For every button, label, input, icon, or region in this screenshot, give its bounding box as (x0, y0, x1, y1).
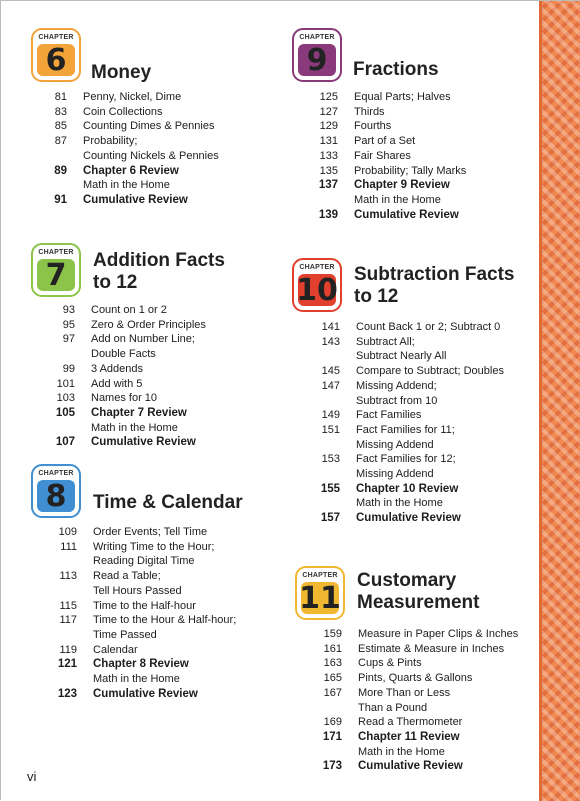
toc-entry-text: Pints, Quarts & Gallons (358, 672, 473, 685)
toc-entry (29, 525, 236, 540)
toc-entry-text: Estimate & Measure in Inches (358, 642, 505, 655)
decorative-checker-stripe (542, 1, 580, 801)
toc-page-number: 123 (57, 687, 77, 700)
toc-page-number: 135 (319, 164, 338, 177)
toc-entry-text: Time to the Hour & Half-hour; (93, 614, 237, 627)
toc-entry (19, 149, 219, 164)
toc-page-number: 89 (54, 164, 67, 177)
toc-entry-text: Chapter 10 Review (356, 482, 459, 495)
toc-entry (294, 745, 518, 760)
toc-entry (290, 208, 466, 223)
toc-entry-text: Compare to Subtract; Doubles (356, 365, 504, 378)
toc-entry (29, 643, 236, 658)
toc-entry (292, 438, 504, 453)
toc-entry (294, 671, 518, 686)
toc-entry (294, 730, 518, 745)
chapter-number: 9 (298, 44, 336, 76)
toc-page-number: 91 (54, 193, 67, 206)
toc-page-number: 101 (56, 377, 75, 390)
toc-entry-text: Subtract Nearly All (356, 350, 447, 363)
chapter-8-badge (31, 464, 81, 518)
toc-entry (290, 164, 466, 179)
toc-entry (19, 164, 219, 179)
toc-entry (29, 657, 236, 672)
toc-entry (294, 656, 518, 671)
toc-page-number: 93 (62, 304, 75, 316)
toc-entry (29, 584, 236, 599)
toc-entry (292, 408, 504, 423)
toc-page-number: 127 (319, 105, 338, 118)
chapter-number: 7 (37, 259, 75, 291)
toc-entry (290, 119, 466, 134)
toc-page-number (27, 347, 75, 362)
chapter-number: 10 (296, 272, 338, 308)
toc-page-number (29, 584, 77, 599)
toc-entry (27, 377, 206, 392)
chapter-entries (29, 525, 236, 701)
toc-entry (29, 628, 236, 643)
toc-entry (19, 178, 219, 193)
toc-entry-text: Calendar (93, 643, 138, 656)
toc-entry-text: Add on Number Line; (91, 333, 195, 346)
toc-page-number (294, 701, 342, 716)
toc-page-number: 113 (59, 570, 77, 583)
toc-entry-text: Part of a Set (354, 135, 416, 148)
toc-entry (292, 364, 504, 379)
toc-entry-text: Probability; (83, 135, 138, 148)
toc-page-number: 119 (59, 643, 77, 656)
toc-entry (294, 759, 518, 774)
toc-entry-text: Thirds (354, 105, 385, 118)
toc-page-number (29, 554, 77, 569)
toc-entry-text: Missing Addend (356, 438, 434, 451)
chapter-title: Subtraction Facts to 12 (354, 264, 515, 307)
toc-entry (19, 105, 219, 120)
chapter-number: 6 (37, 44, 75, 76)
toc-page-number: 87 (54, 135, 67, 148)
toc-entry (294, 627, 518, 642)
toc-entry-text: Measure in Paper Clips & Inches (358, 628, 519, 640)
toc-entry (290, 178, 466, 193)
toc-entry (292, 452, 504, 467)
toc-entry-text: Cumulative Review (83, 193, 188, 206)
toc-page-number: 147 (321, 379, 340, 392)
toc-entry (19, 119, 219, 134)
chapter-entries (292, 320, 504, 526)
toc-page-number (29, 628, 77, 643)
toc-entry (27, 318, 206, 333)
toc-page-number (294, 745, 342, 760)
toc-page-number: 155 (320, 482, 340, 495)
toc-page-number (19, 149, 67, 164)
toc-page-number: 173 (322, 760, 342, 773)
toc-entry-text: Fact Families for 12; (356, 453, 456, 466)
toc-page-number: 121 (57, 658, 77, 671)
toc-entry-text: Coin Collections (83, 105, 163, 118)
toc-page-number (292, 349, 340, 364)
toc-page-number: 159 (323, 628, 342, 640)
toc-entry (27, 332, 206, 347)
toc-entry (27, 406, 206, 421)
toc-entry (294, 686, 518, 701)
toc-entry-text: Math in the Home (83, 179, 170, 192)
toc-page-number: 125 (319, 91, 338, 103)
toc-page-number: 165 (323, 672, 342, 685)
toc-page-number: 115 (59, 599, 77, 612)
toc-entry-text: Cumulative Review (93, 687, 198, 700)
toc-page-number: 153 (321, 453, 340, 466)
chapter-title: Fractions (353, 59, 439, 80)
chapter-label: CHAPTER (299, 34, 335, 41)
toc-entry (19, 193, 219, 208)
chapter-title: Addition Facts to 12 (93, 250, 225, 293)
chapter-title: Customary Measurement (357, 570, 480, 613)
chapter-label: CHAPTER (38, 470, 74, 477)
toc-entry (292, 320, 504, 335)
toc-entry (27, 362, 206, 377)
toc-page-number: 163 (323, 657, 342, 670)
toc-page-number (292, 467, 340, 482)
toc-entry-text: Chapter 7 Review (91, 406, 187, 419)
chapter-label: CHAPTER (38, 34, 74, 41)
toc-entry-text: Add with 5 (91, 377, 143, 390)
toc-entry-text: 3 Addends (91, 362, 143, 375)
chapter-label: CHAPTER (302, 572, 338, 579)
toc-entry (29, 540, 236, 555)
toc-entry-text: Math in the Home (93, 673, 180, 686)
toc-entry (19, 90, 219, 105)
toc-entry-text: Writing Time to the Hour; (93, 540, 215, 553)
toc-page-number: 117 (59, 614, 77, 627)
toc-entry-text: Names for 10 (91, 392, 158, 405)
toc-entry-text: Tell Hours Passed (93, 584, 182, 597)
toc-entry-text: Read a Thermometer (358, 716, 463, 729)
toc-page-number: 143 (321, 335, 340, 348)
chapter-number: 8 (37, 480, 75, 512)
toc-page-number (27, 421, 75, 436)
toc-entry (292, 394, 504, 409)
toc-page-number (292, 394, 340, 409)
chapter-label: CHAPTER (299, 264, 335, 271)
toc-entry (27, 303, 206, 318)
chapter-entries (294, 627, 518, 774)
toc-page-number (29, 672, 77, 687)
toc-entry (29, 554, 236, 569)
chapter-label: CHAPTER (38, 249, 74, 256)
toc-page-number: 139 (318, 208, 338, 221)
toc-entry (29, 599, 236, 614)
toc-page-number: 83 (54, 105, 67, 118)
toc-entry-text: Time Passed (93, 628, 157, 641)
toc-entry-text: Chapter 9 Review (354, 179, 450, 192)
toc-page-number: 169 (323, 716, 342, 729)
toc-entry-text: Chapter 11 Review (358, 730, 460, 743)
toc-entry-text: Equal Parts; Halves (354, 91, 451, 103)
toc-entry (292, 496, 504, 511)
toc-entry-text: Double Facts (91, 348, 156, 361)
toc-entry (290, 90, 466, 105)
toc-entry-text: Cumulative Review (91, 436, 196, 449)
chapter-title: Money (91, 62, 152, 83)
toc-entry (292, 335, 504, 350)
toc-page-number: 151 (321, 423, 340, 436)
toc-entry-text: Chapter 6 Review (83, 164, 179, 177)
toc-entry-text: Count on 1 or 2 (91, 304, 167, 316)
toc-entry (292, 467, 504, 482)
toc-page-number: 141 (321, 321, 340, 333)
toc-entry (29, 687, 236, 702)
toc-entry (27, 421, 206, 436)
toc-entry-text: Read a Table; (93, 570, 161, 583)
toc-page-number: 171 (322, 730, 342, 743)
toc-entry-text: Cups & Pints (358, 657, 422, 670)
toc-page-number: 129 (319, 120, 338, 133)
toc-entry (29, 613, 236, 628)
toc-entry (292, 349, 504, 364)
page-number: vi (27, 769, 37, 784)
toc-page-number: 97 (62, 333, 75, 346)
toc-entry-text: Cumulative Review (354, 208, 459, 221)
chapter-title: Time & Calendar (93, 492, 243, 513)
toc-entry (290, 105, 466, 120)
toc-entry (290, 149, 466, 164)
toc-entry-text: Penny, Nickel, Dime (83, 91, 182, 103)
toc-page-number: 111 (60, 540, 77, 553)
toc-entry-text: Than a Pound (358, 701, 428, 714)
toc-entry-text: Math in the Home (91, 421, 178, 434)
toc-entry (292, 511, 504, 526)
toc-page-number: 149 (321, 409, 340, 422)
toc-page-number: 167 (323, 686, 342, 699)
toc-page-number: 133 (319, 149, 338, 162)
toc-page-number (19, 178, 67, 193)
toc-entry-text: Chapter 8 Review (93, 658, 189, 671)
toc-page-number: 95 (62, 318, 75, 331)
toc-entry (294, 715, 518, 730)
toc-entry-text: Subtract All; (356, 335, 415, 348)
toc-page-number: 131 (319, 135, 338, 148)
toc-entry-text: Count Back 1 or 2; Subtract 0 (356, 321, 501, 333)
chapter-10-badge (292, 258, 342, 312)
chapter-11-badge (295, 566, 345, 620)
toc-entry-text: Probability; Tally Marks (354, 164, 467, 177)
chapter-number: 11 (299, 580, 341, 616)
chapter-9-badge (292, 28, 342, 82)
toc-page-number: 105 (55, 406, 75, 419)
toc-entry-text: Cumulative Review (358, 760, 463, 773)
toc-entry (292, 423, 504, 438)
toc-entry (292, 482, 504, 497)
toc-page-number: 137 (318, 179, 338, 192)
toc-entry-text: Order Events; Tell Time (93, 526, 208, 538)
toc-entry (294, 701, 518, 716)
toc-entry (290, 193, 466, 208)
toc-page-number: 99 (62, 362, 75, 375)
chapter-7-badge (31, 243, 81, 297)
toc-entry (29, 569, 236, 584)
toc-entry (19, 134, 219, 149)
toc-entry-text: Subtract from 10 (356, 394, 438, 407)
toc-entry (27, 435, 206, 450)
toc-entry-text: More Than or Less (358, 686, 451, 699)
toc-entry-text: Cumulative Review (356, 512, 461, 525)
toc-page-number (292, 438, 340, 453)
toc-entry-text: Reading Digital Time (93, 555, 195, 568)
toc-entry-text: Counting Nickels & Pennies (83, 149, 219, 162)
toc-page-number: 107 (55, 436, 75, 449)
toc-page-number: 145 (321, 365, 340, 378)
toc-page-number: 103 (56, 392, 75, 405)
toc-entry (27, 347, 206, 362)
toc-entry-text: Fair Shares (354, 149, 411, 162)
toc-entry-text: Fact Families for 11; (356, 423, 455, 436)
toc-entry (294, 642, 518, 657)
toc-entry-text: Fourths (354, 120, 392, 133)
toc-page-number: 157 (320, 512, 340, 525)
toc-entry-text: Math in the Home (358, 745, 445, 758)
toc-entry-text: Fact Families (356, 409, 422, 422)
toc-page-number: 85 (54, 120, 67, 133)
chapter-entries (290, 90, 466, 222)
toc-page-number: 161 (323, 642, 342, 655)
toc-entry (290, 134, 466, 149)
toc-entry-text: Missing Addend (356, 468, 434, 481)
toc-entry (27, 391, 206, 406)
toc-entry-text: Missing Addend; (356, 379, 437, 392)
toc-entry-text: Zero & Order Principles (91, 318, 206, 331)
toc-entry-text: Math in the Home (354, 193, 441, 206)
chapter-entries (27, 303, 206, 450)
toc-entry (292, 379, 504, 394)
chapter-entries (19, 90, 219, 208)
chapter-6-badge (31, 28, 81, 82)
toc-page-number: 81 (54, 91, 67, 103)
toc-entry-text: Counting Dimes & Pennies (83, 120, 215, 133)
toc-entry-text: Math in the Home (356, 497, 443, 510)
toc-page-number (292, 496, 340, 511)
toc-page-number: 109 (58, 526, 77, 538)
toc-entry (29, 672, 236, 687)
toc-page-number (290, 193, 338, 208)
toc-entry-text: Time to the Half-hour (93, 599, 196, 612)
